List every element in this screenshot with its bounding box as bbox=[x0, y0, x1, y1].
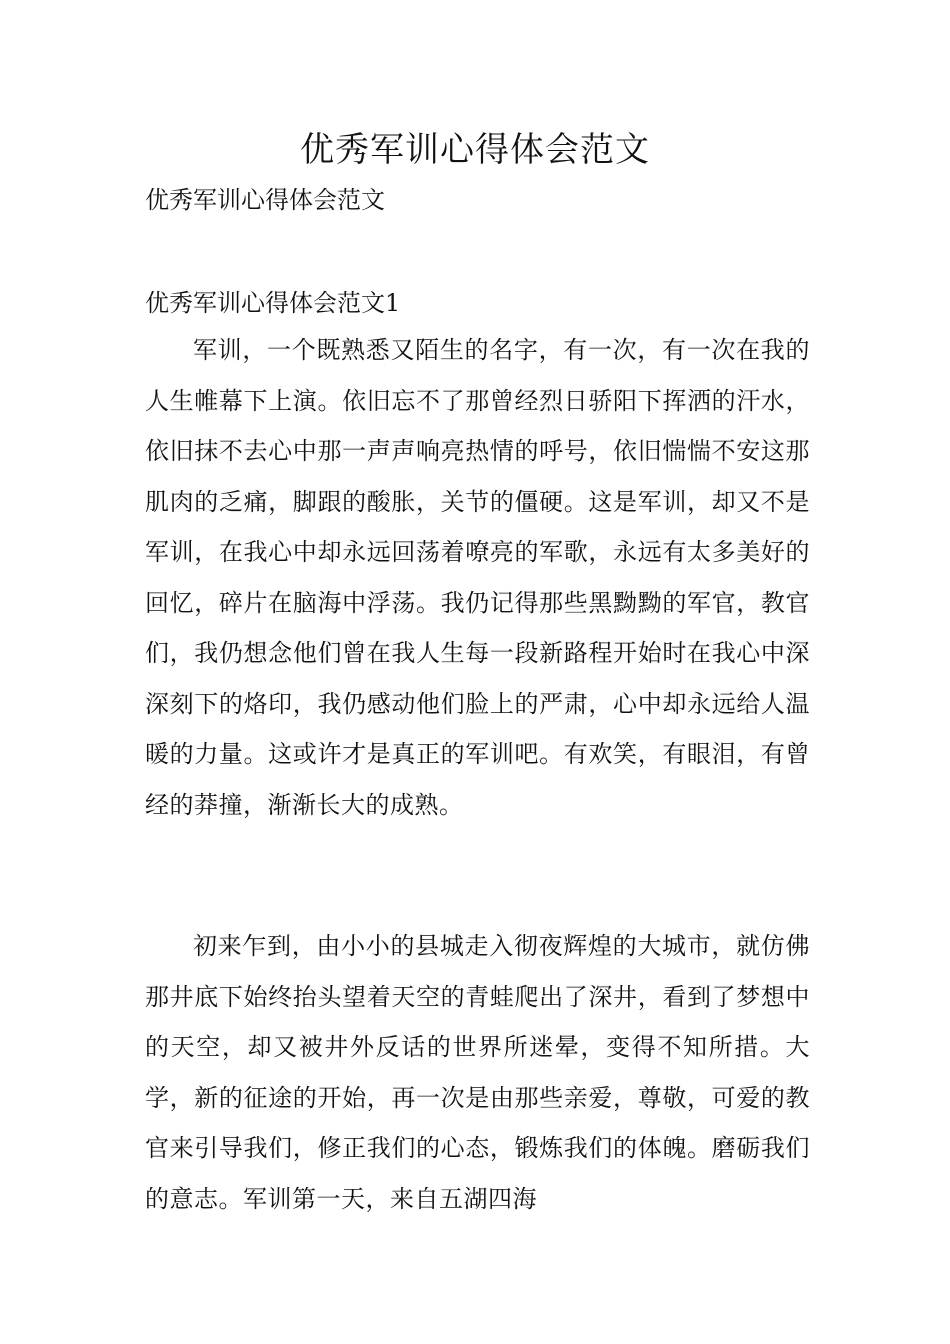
body-paragraph: 军训，一个既熟悉又陌生的名字，有一次，有一次在我的人生帷幕下上演。依旧忘不了那曾经烈日骄阳下挥洒的汗水，依旧抹不去心中那一声声响亮热情的呼号，依旧惴惴不安这那肌肉的乏痛，脚跟的酸胀，关节的僵硬。这是军训，却又不是军训，在我心中却永远回荡着嘹亮的军歌，永远有太多美好的回忆，碎片在脑海中浮荡。我仍记得那些黑黝黝的军官，教官们，我仍想念他们曾在我人生每一段新路程开始时在我心中深深刻下的烙印，我仍感动他们脸上的严肃，心中却永远给人温暖的力量。这或许才是真正的军训吧。有欢笑，有眼泪，有曾经的莽撞，渐渐长大的成熟。 bbox=[145, 336, 810, 819]
document-subtitle: 优秀军训心得体会范文 bbox=[145, 186, 385, 214]
document-title: 优秀军训心得体会范文 bbox=[300, 130, 650, 170]
section-heading: 优秀军训心得体会范文1 bbox=[145, 289, 401, 317]
body-paragraph: 初来乍到，由小小的县城走入彻夜辉煌的大城市，就仿佛那井底下始终抬头望着天空的青蛙爬出了深井，看到了梦想中的天空，却又被井外反话的世界所迷晕，变得不知所措。大学，新的征途的开始，再一次是由那些亲爱，尊敬，可爱的教官来引导我们，修正我们的心态，锻炼我们的体魄。磨砺我们的意志。军训第一天，来自五湖四海 bbox=[145, 932, 810, 1213]
